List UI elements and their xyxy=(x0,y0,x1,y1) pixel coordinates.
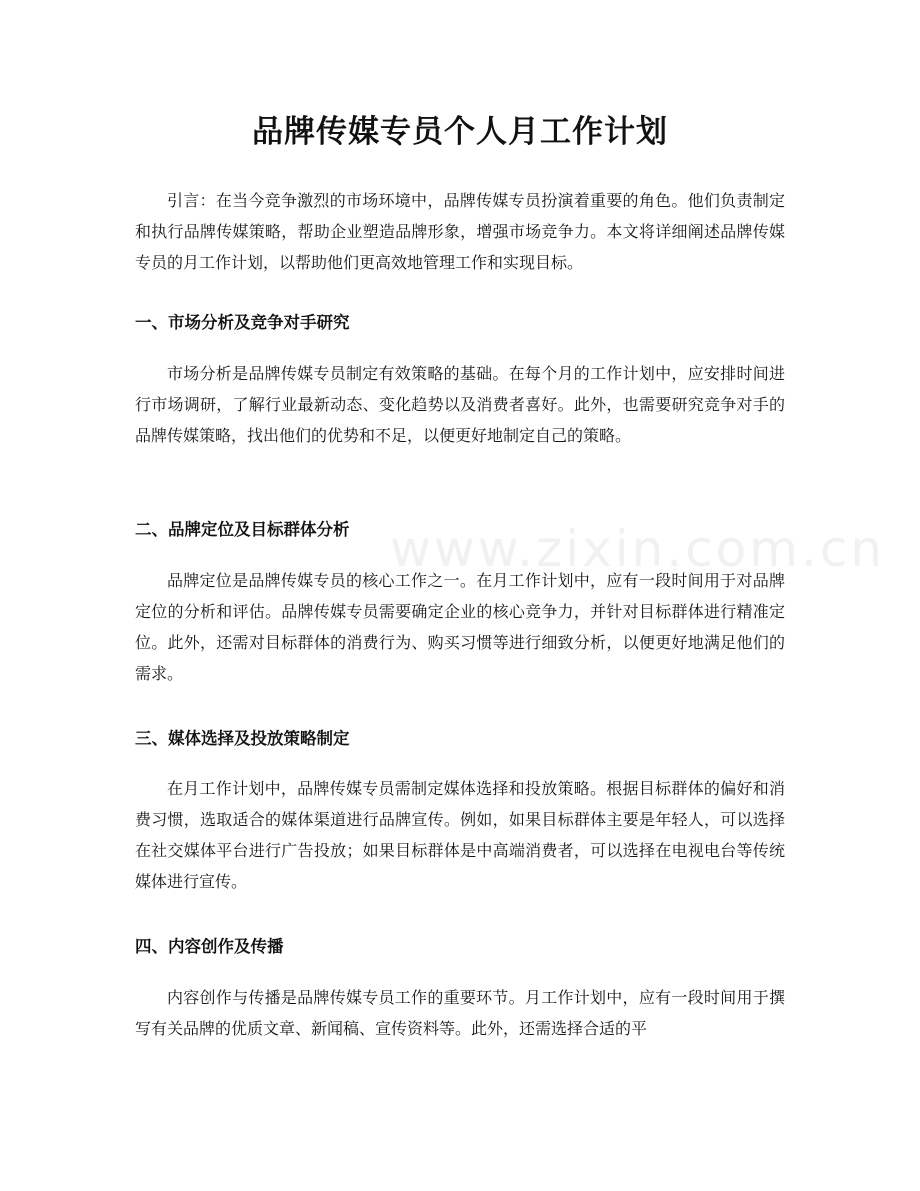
section-body-3: 在月工作计划中，品牌传媒专员需制定媒体选择和投放策略。根据目标群体的偏好和消费习惯，选取适合的媒体渠道进行品牌宣传。例如，如果目标群体主要是年轻人，可以选择在社交媒体平台进行广告投放；如果目标群体是中高端消费者，可以选择在电视电台等传统媒体进行宣传。 xyxy=(135,779,785,891)
watermark: www.zixin.com.cn xyxy=(390,520,886,578)
section-heading-1: 一、市场分析及竞争对手研究 xyxy=(135,313,350,332)
section-heading-3: 三、媒体选择及投放策略制定 xyxy=(135,729,350,748)
intro-paragraph: 引言：在当今竞争激烈的市场环境中，品牌传媒专员扮演着重要的角色。他们负责制定和执行品牌传媒策略，帮助企业塑造品牌形象，增强市场竞争力。本文将详细阐述品牌传媒专员的月工作计划，以帮助他们更高效地管理工作和实现目标。 xyxy=(135,191,785,272)
section-body-2: 品牌定位是品牌传媒专员的核心工作之一。在月工作计划中，应有一段时间用于对品牌定位的分析和评估。品牌传媒专员需要确定企业的核心竞争力，并针对目标群体进行精准定位。此外，还需对目标群体的消费行为、购买习惯等进行细致分析，以便更好地满足他们的需求。 xyxy=(135,571,785,683)
section-heading-2: 二、品牌定位及目标群体分析 xyxy=(135,520,350,539)
section-body-4: 内容创作与传播是品牌传媒专员工作的重要环节。月工作计划中，应有一段时间用于撰写有关品牌的优质文章、新闻稿、宣传资料等。此外，还需选择合适的平 xyxy=(135,988,785,1038)
document-title: 品牌传媒专员个人月工作计划 xyxy=(252,114,668,150)
section-body-1: 市场分析是品牌传媒专员制定有效策略的基础。在每个月的工作计划中，应安排时间进行市场调研，了解行业最新动态、变化趋势以及消费者喜好。此外，也需要研究竞争对手的品牌传媒策略，找出他们的优势和不足，以便更好地制定自己的策略。 xyxy=(135,364,785,445)
section-heading-4: 四、内容创作及传播 xyxy=(135,937,284,956)
